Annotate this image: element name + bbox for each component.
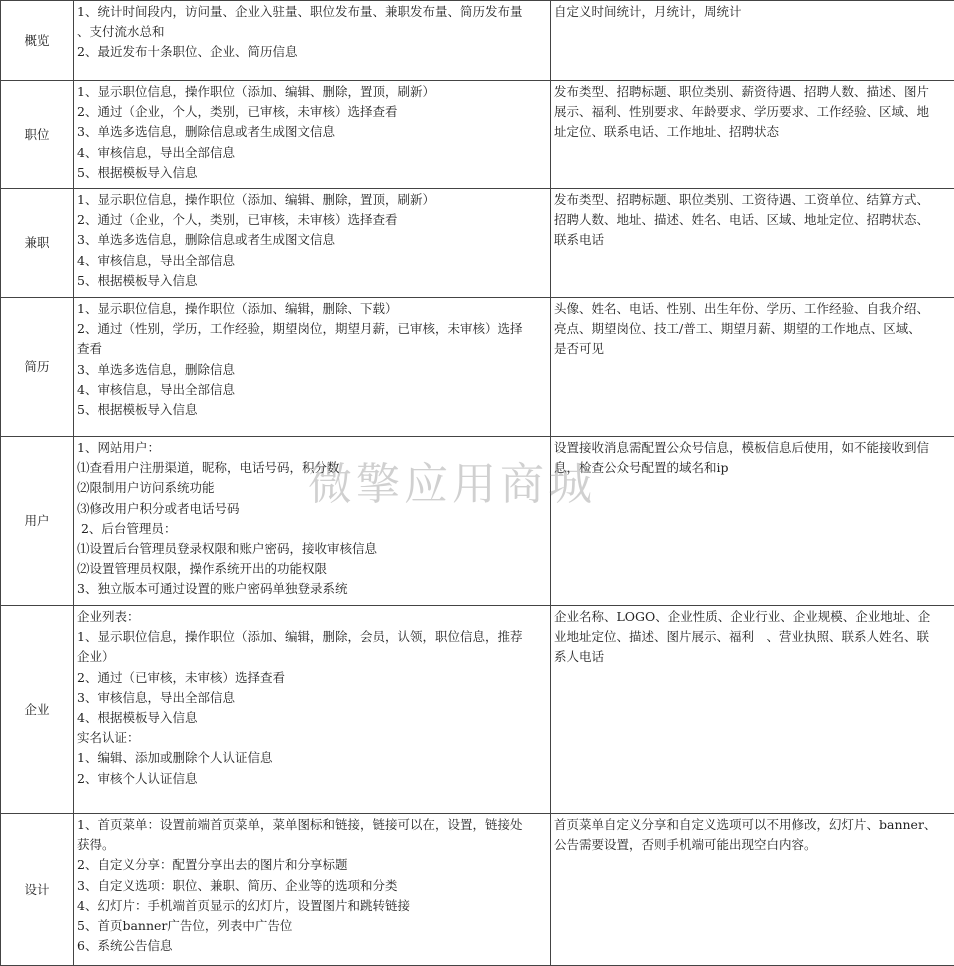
feature-line: 1、显示职位信息，操作职位（添加、编辑，删除、下载） <box>77 299 547 319</box>
row-label: 兼职 <box>1 189 74 298</box>
table-row <box>1 1 954 81</box>
field-line: 联系电话 <box>554 230 951 250</box>
feature-line: 实名认证： <box>77 728 547 748</box>
feature-line: ⑵限制用户访问系统功能 <box>77 478 547 498</box>
features-cell <box>74 298 551 437</box>
features-cell <box>74 1 551 81</box>
feature-line: 企业） <box>77 647 547 667</box>
feature-line: 查看 <box>77 339 547 359</box>
feature-line: 1、编辑、添加或删除个人认证信息 <box>77 748 547 768</box>
feature-line: 2、通过（企业，个人，类别，已审核，未审核）选择查看 <box>77 210 547 230</box>
table-row <box>1 437 954 606</box>
features-cell <box>74 189 551 298</box>
field-line: 系人电话 <box>554 647 951 667</box>
field-line: 企业名称、LOGO、企业性质、企业行业、企业规模、企业地址、企 <box>554 607 951 627</box>
feature-line: 5、首页banner广告位，列表中广告位 <box>77 916 547 936</box>
table-row <box>1 814 954 966</box>
feature-line: 1、显示职位信息，操作职位（添加、编辑、删除，置顶，刷新） <box>77 82 547 102</box>
feature-line: 1、网站用户： <box>77 438 547 458</box>
field-line: 头像、姓名、电话、性别、出生年份、学历、工作经验、自我介绍、 <box>554 299 951 319</box>
feature-line: ⑶修改用户积分或者电话号码 <box>77 499 547 519</box>
row-label: 用户 <box>1 437 74 606</box>
row-label: 企业 <box>1 606 74 814</box>
features-cell <box>74 814 551 966</box>
feature-line: 4、审核信息，导出全部信息 <box>77 251 547 271</box>
feature-line: 4、根据模板导入信息 <box>77 708 547 728</box>
field-line: 发布类型、招聘标题、职位类别、薪资待遇、招聘人数、描述、图片 <box>554 82 951 102</box>
watermark-text: 微擎应用商城 <box>308 448 596 512</box>
feature-line: 2、通过（性别，学历，工作经验，期望岗位，期望月薪，已审核，未审核）选择 <box>77 319 547 339</box>
field-line: 是否可见 <box>554 339 951 359</box>
feature-line: 企业列表： <box>77 607 547 627</box>
field-line: 亮点、期望岗位、技工/普工、期望月薪、期望的工作地点、区域、 <box>554 319 951 339</box>
table-row <box>1 298 954 437</box>
feature-line: ⑴设置后台管理员登录权限和账户密码，接收审核信息 <box>77 539 547 559</box>
features-cell <box>74 606 551 814</box>
field-line: 招聘人数、地址、描述、姓名、电话、区域、地址定位、招聘状态、 <box>554 210 951 230</box>
feature-line: 、支付流水总和 <box>77 22 547 42</box>
feature-line: 4、审核信息，导出全部信息 <box>77 143 547 163</box>
feature-line: 3、自定义选项：职位、兼职、简历、企业等的选项和分类 <box>77 876 547 896</box>
feature-line: 6、系统公告信息 <box>77 936 547 956</box>
feature-line: 2、审核个人认证信息 <box>77 769 547 789</box>
features-cell <box>74 437 551 606</box>
row-label: 简历 <box>1 298 74 437</box>
feature-line: 2、通过（企业，个人，类别，已审核，未审核）选择查看 <box>77 102 547 122</box>
field-line: 自定义时间统计，月统计，周统计 <box>554 2 951 22</box>
fields-cell <box>551 606 954 814</box>
feature-line: 3、单选多选信息，删除信息或者生成图文信息 <box>77 230 547 250</box>
feature-line: 4、审核信息，导出全部信息 <box>77 380 547 400</box>
feature-line: 3、独立版本可通过设置的账户密码单独登录系统 <box>77 579 547 599</box>
table-row <box>1 189 954 298</box>
feature-line: 获得。 <box>77 835 547 855</box>
fields-cell <box>551 298 954 437</box>
feature-line: 1、统计时间段内，访问量、企业入驻量、职位发布量、兼职发布量、简历发布量 <box>77 2 547 22</box>
fields-cell <box>551 1 954 81</box>
row-label: 职位 <box>1 81 74 189</box>
feature-line: 5、根据模板导入信息 <box>77 400 547 420</box>
feature-line: ⑵设置管理员权限，操作系统开出的功能权限 <box>77 559 547 579</box>
field-line: 息，检查公众号配置的域名和ip <box>554 458 951 478</box>
field-line: 首页菜单自定义分享和自定义选项可以不用修改，幻灯片、banner、 <box>554 815 951 835</box>
feature-line: 5、根据模板导入信息 <box>77 163 547 183</box>
table-row <box>1 81 954 189</box>
feature-line: 3、单选多选信息，删除信息 <box>77 360 547 380</box>
fields-cell <box>551 437 954 606</box>
feature-line: 2、后台管理员： <box>77 519 547 539</box>
feature-line: 4、幻灯片：手机端首页显示的幻灯片，设置图片和跳转链接 <box>77 896 547 916</box>
feature-line: 5、根据模板导入信息 <box>77 271 547 291</box>
field-line: 发布类型、招聘标题、职位类别、工资待遇、工资单位、结算方式、 <box>554 190 951 210</box>
feature-line: 1、首页菜单：设置前端首页菜单，菜单图标和链接，链接可以在，设置，链接处 <box>77 815 547 835</box>
feature-line: 3、审核信息，导出全部信息 <box>77 688 547 708</box>
row-label: 概览 <box>1 1 74 81</box>
feature-line: 1、显示职位信息，操作职位（添加、编辑、删除，置顶，刷新） <box>77 190 547 210</box>
feature-line: 2、通过（已审核，未审核）选择查看 <box>77 668 547 688</box>
field-line: 设置接收消息需配置公众号信息，模板信息后使用，如不能接收到信 <box>554 438 951 458</box>
fields-cell <box>551 189 954 298</box>
feature-line: 2、最近发布十条职位、企业、简历信息 <box>77 42 547 62</box>
field-line: 业地址定位、描述、图片展示、福利 、营业执照、联系人姓名、联 <box>554 627 951 647</box>
features-cell <box>74 81 551 189</box>
feature-line: ⑴查看用户注册渠道，昵称，电话号码，积分数 <box>77 458 547 478</box>
field-line: 公告需要设置，否则手机端可能出现空白内容。 <box>554 835 951 855</box>
row-label: 设计 <box>1 814 74 966</box>
feature-line: 2、自定义分享：配置分享出去的图片和分享标题 <box>77 855 547 875</box>
field-line: 址定位、联系电话、工作地址、招聘状态 <box>554 122 951 142</box>
field-line: 展示、福利、性别要求、年龄要求、学历要求、工作经验、区域、地 <box>554 102 951 122</box>
fields-cell <box>551 81 954 189</box>
fields-cell <box>551 814 954 966</box>
table-row <box>1 606 954 814</box>
feature-line: 1、显示职位信息，操作职位（添加、编辑，删除，会员，认领，职位信息，推荐 <box>77 627 547 647</box>
feature-line: 3、单选多选信息，删除信息或者生成图文信息 <box>77 122 547 142</box>
